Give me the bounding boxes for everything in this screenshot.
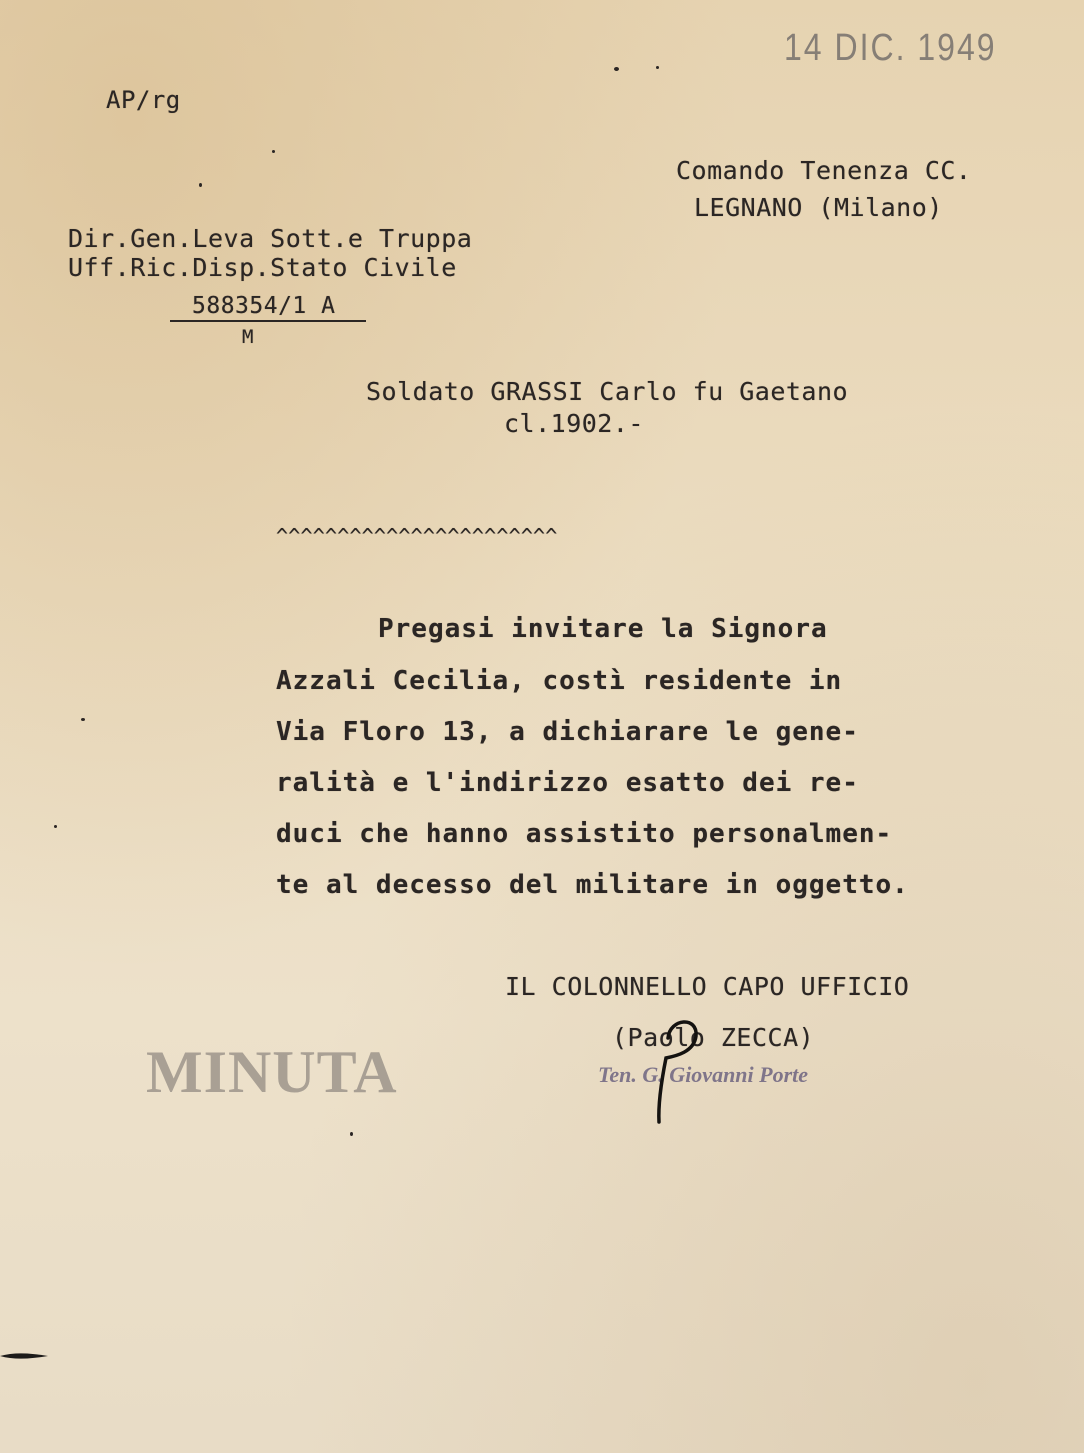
sender-office: Comando Tenenza CC. xyxy=(676,156,972,185)
officer-stamp: Ten. G. Giovanni Porte xyxy=(598,1062,809,1087)
body-line: te al decesso del militare in oggetto. xyxy=(276,870,909,900)
separator-line: ^^^^^^^^^^^^^^^^^^^^^^^ xyxy=(276,524,558,548)
body-line: Via Floro 13, a dichiarare le gene- xyxy=(276,717,859,747)
ink-speck xyxy=(81,718,85,721)
reference-initials: AP/rg xyxy=(106,86,181,114)
protocol-underline xyxy=(170,320,366,322)
ink-speck xyxy=(199,183,202,187)
protocol-mark: M xyxy=(242,326,254,348)
subject-line-1: Soldato GRASSI Carlo fu Gaetano xyxy=(366,377,849,406)
subject-line-2: cl.1902.- xyxy=(504,409,644,438)
body-line: Azzali Cecilia, costì residente in xyxy=(276,666,843,696)
signatory-title: IL COLONNELLO CAPO UFFICIO xyxy=(505,972,910,1001)
date-stamp: 14 DIC. 1949 xyxy=(784,26,997,69)
protocol-number: 588354/1 A xyxy=(192,293,336,319)
body-line: ralità e l'indirizzo esatto dei re- xyxy=(276,768,859,798)
ink-speck xyxy=(656,66,659,69)
sender-place: LEGNANO (Milano) xyxy=(694,193,943,222)
ink-speck xyxy=(54,825,57,828)
handwritten-signature xyxy=(640,1008,710,1128)
body-line: Pregasi invitare la Signora xyxy=(378,614,828,644)
minuta-stamp: MINUTA xyxy=(146,1039,398,1105)
recipient-line-1: Dir.Gen.Leva Sott.e Truppa xyxy=(68,224,473,253)
edge-ink-mark xyxy=(0,1350,48,1362)
recipient-line-2: Uff.Ric.Disp.Stato Civile xyxy=(68,253,457,282)
ink-speck xyxy=(350,1132,353,1136)
ink-speck xyxy=(272,150,275,153)
body-line: duci che hanno assistito personalmen- xyxy=(276,819,893,849)
signatory-name: (Paolo ZECCA) xyxy=(612,1023,815,1052)
ink-speck xyxy=(614,67,619,71)
